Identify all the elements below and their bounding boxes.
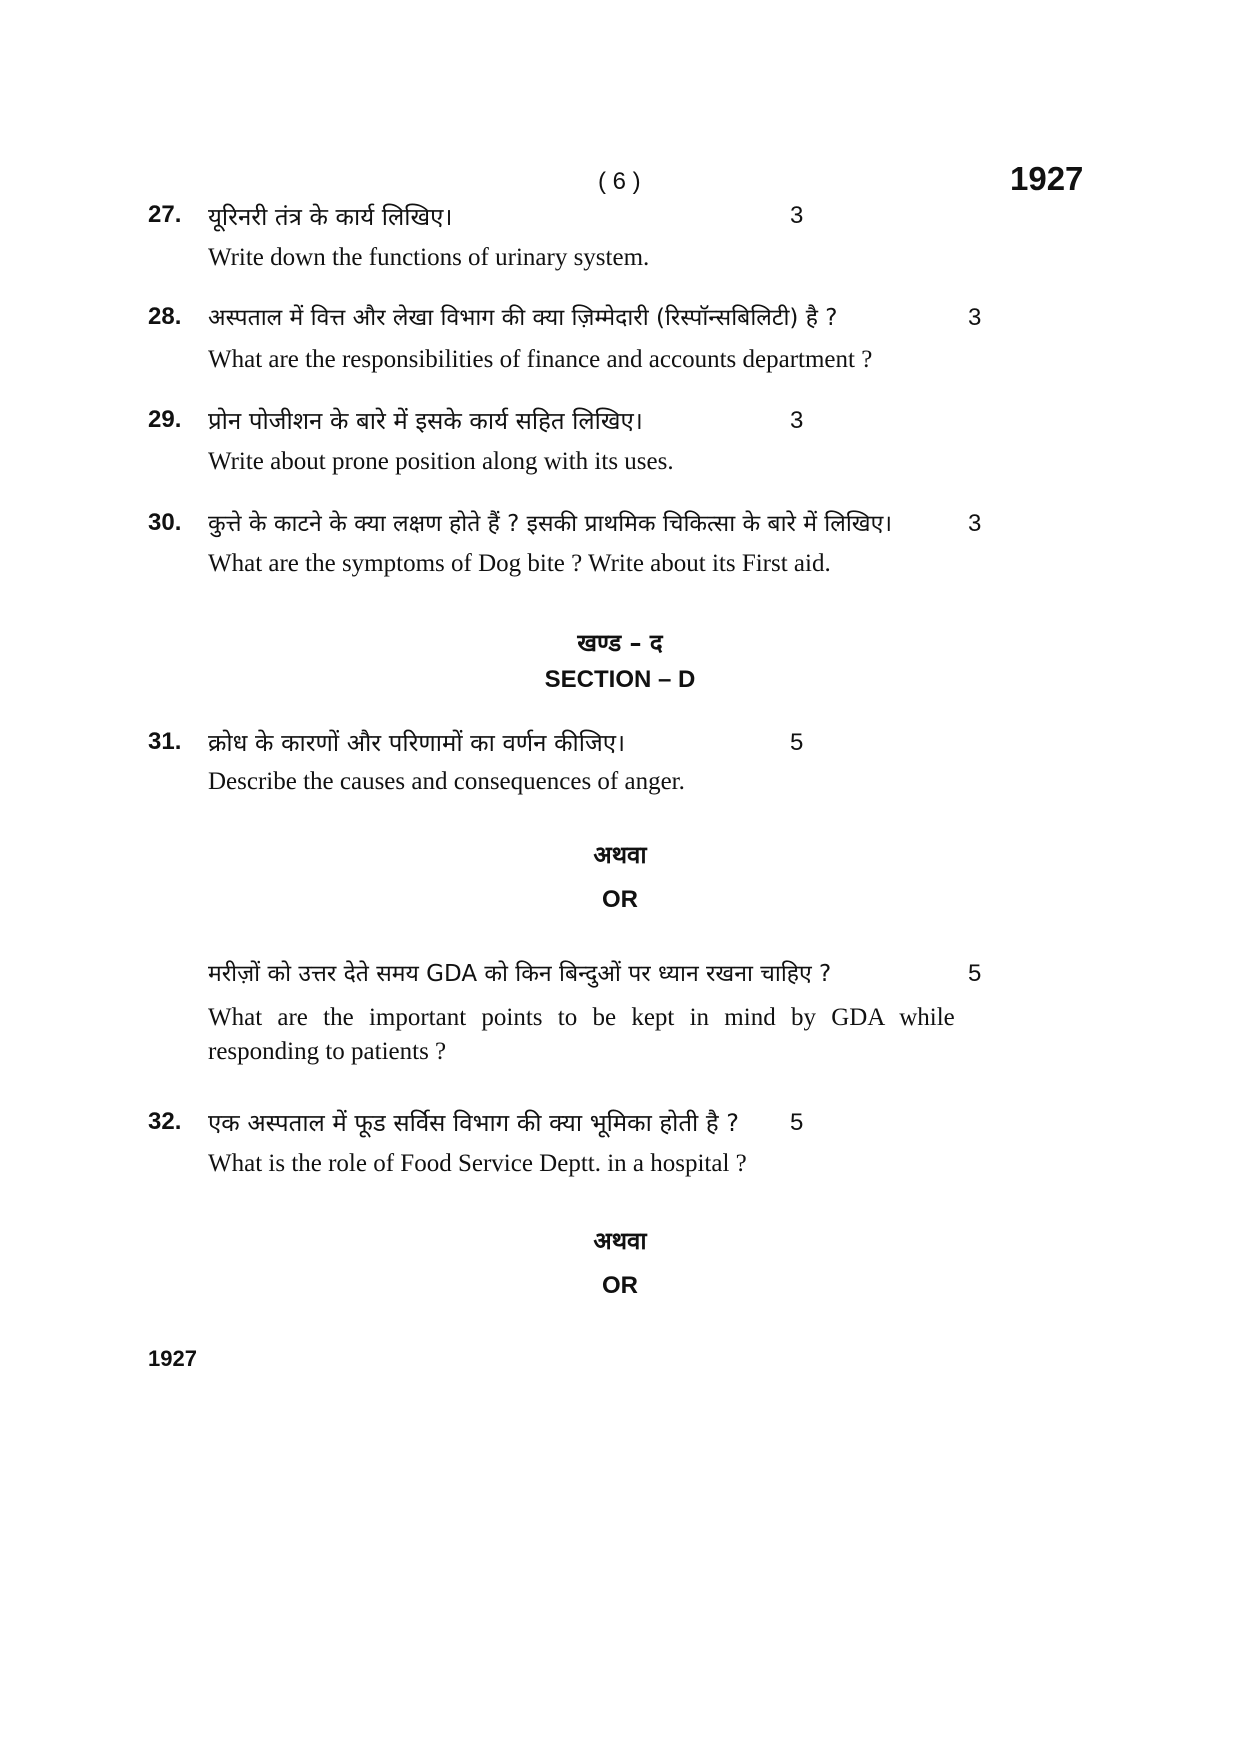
question-number: 29.: [148, 406, 182, 433]
question-hindi: एक अस्पताल में फूड सर्विस विभाग की क्या भूमिका होती है ?: [208, 1109, 740, 1137]
question-number: 31.: [148, 728, 182, 755]
question-english: Describe the causes and consequences of anger.: [208, 768, 685, 795]
paper-code-footer: 1927: [148, 1346, 197, 1371]
section-heading-hindi: खण्ड – द: [577, 629, 663, 657]
question-english: What is the role of Food Service Deptt. in a hospital ?: [208, 1150, 747, 1177]
question-english: Write about prone position along with its uses.: [208, 448, 674, 475]
question-number: 27.: [148, 201, 182, 228]
question-marks: 3: [790, 202, 804, 229]
question-english-line1: What are the important points to be kept in mind by GDA while: [208, 1004, 955, 1031]
question-marks: 3: [968, 304, 982, 331]
question-english: Write down the functions of urinary system.: [208, 244, 650, 271]
question-hindi: क्रोध के कारणों और परिणामों का वर्णन कीजिए।: [208, 729, 626, 757]
question-hindi: कुत्ते के काटने के क्या लक्षण होते हैं ? इसकी प्राथमिक चिकित्सा के बारे में लिखिए।: [208, 511, 893, 537]
question-hindi: यूरिनरी तंत्र के कार्य लिखिए।: [208, 203, 453, 231]
question-number: 28.: [148, 303, 182, 330]
section-heading-english: SECTION – D: [544, 666, 696, 693]
question-english-line2: responding to patients ?: [208, 1038, 447, 1065]
question-english: What are the symptoms of Dog bite ? Write about its First aid.: [208, 550, 831, 577]
question-marks: 3: [968, 510, 982, 537]
question-english: What are the responsibilities of finance and accounts department ?: [208, 346, 873, 373]
or-english: OR: [602, 886, 638, 913]
question-hindi: प्रोन पोजीशन के बारे में इसके कार्य सहित लिखिए।: [208, 407, 643, 435]
page-number: ( 6 ): [598, 168, 641, 195]
question-marks: 5: [790, 729, 804, 756]
question-marks: 3: [790, 407, 804, 434]
or-english: OR: [602, 1272, 638, 1299]
question-marks: 5: [790, 1109, 804, 1136]
question-number: 32.: [148, 1108, 182, 1135]
question-number: 30.: [148, 509, 182, 536]
question-hindi: मरीज़ों को उत्तर देते समय GDA को किन बिन्दुओं पर ध्यान रखना चाहिए ?: [208, 961, 832, 987]
question-hindi: अस्पताल में वित्त और लेखा विभाग की क्या ज़िम्मेदारी (रिस्पॉन्सबिलिटी) है ?: [208, 305, 838, 331]
or-hindi: अथवा: [593, 1227, 647, 1255]
paper-code-header: 1927: [1010, 160, 1084, 197]
question-marks: 5: [968, 960, 982, 987]
or-hindi: अथवा: [593, 841, 647, 869]
